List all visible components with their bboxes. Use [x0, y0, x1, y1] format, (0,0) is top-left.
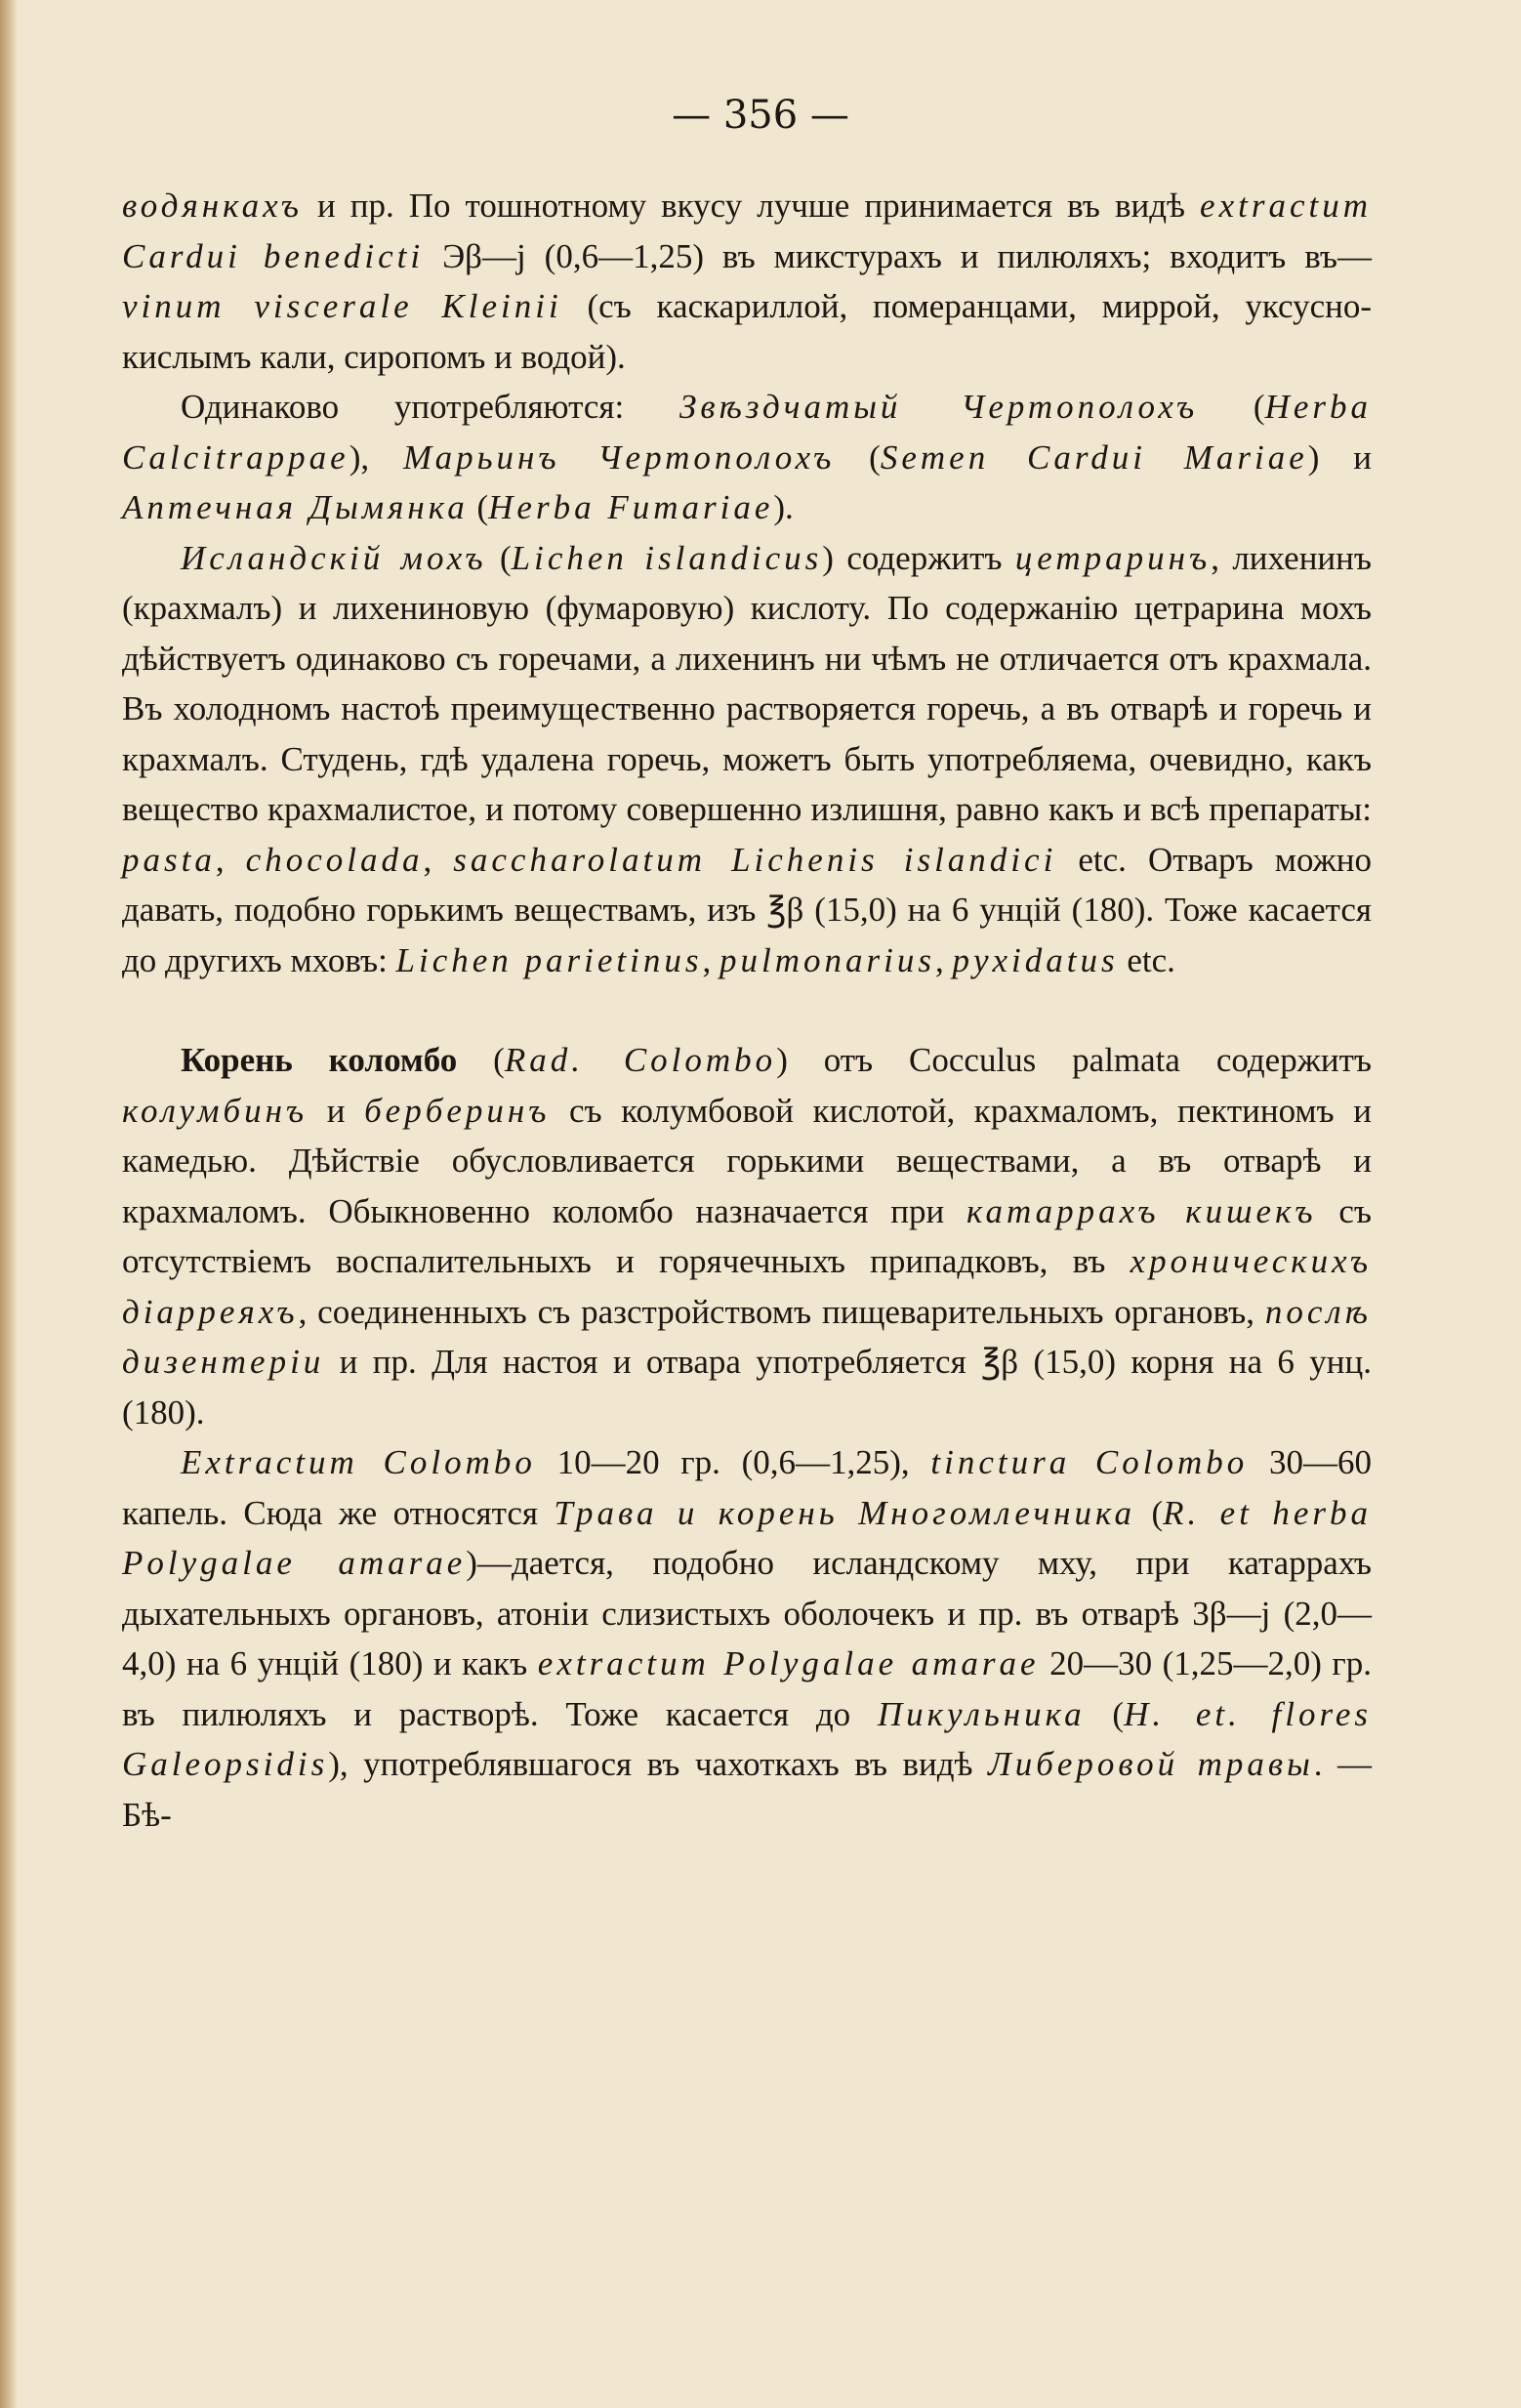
paragraph-5: [122, 1437, 1372, 1840]
page-spine-shadow: [0, 0, 18, 2408]
spaced-term: Марьинъ Чертополохъ: [402, 437, 836, 477]
text-run: 20—30 (1,25—2,0) гр. въ пилюляхъ и растворѣ. Тоже касается до: [122, 1644, 1373, 1733]
text-run: ,: [702, 940, 720, 979]
latin-term: Extractum Colombo: [181, 1443, 536, 1481]
latin-term: Lichen islandicus: [511, 538, 823, 577]
latin-term: extractum Polygalae amarae: [537, 1644, 1040, 1682]
latin-term: Rad. Colombo: [504, 1041, 777, 1079]
section-heading: Корень коломбо: [181, 1041, 458, 1079]
text-run: ) и: [1307, 437, 1373, 477]
latin-term: H. et. flores Galeopsidis: [122, 1694, 1372, 1783]
latin-term: Herba Fumariae: [488, 488, 774, 526]
text-run: 30—60 капель. Сюда же относятся: [122, 1443, 1372, 1532]
spaced-term: колумбинъ: [122, 1091, 308, 1130]
latin-term: R. et herba Polygalae amarae: [122, 1493, 1373, 1582]
text-run: и: [308, 1091, 365, 1130]
spaced-term: катаррахъ кишекъ: [966, 1191, 1317, 1230]
spaced-term: Либеровой травы: [988, 1745, 1314, 1783]
text-run: ), употреблявшагося въ чахоткахъ въ видѣ: [328, 1745, 989, 1783]
paragraph-3: [122, 533, 1372, 986]
latin-term: Lichen parietinus: [395, 940, 703, 979]
text-run: , лихенинъ (крахмалъ) и лихениновую (фумаровую) кислоту. По содержанію цетрарина мохъ дѣйствуетъ одинаково съ горечами, а лихенинъ ни чѣмъ не отличается отъ крахмала. Въ холодномъ настоѣ преимущественно растворяется горечь, а въ отварѣ и горечь и крахмалъ. Студень, гдѣ удалена горечь, можетъ быть употребляема, очевидно, какъ вещество крахмалистое, и потому совершенно излишня, равно какъ и всѣ препараты:: [122, 538, 1372, 828]
text-run: 10—20 гр. (0,6—1,25),: [535, 1443, 931, 1481]
spaced-term: послѣ дизентеріи: [122, 1292, 1372, 1381]
latin-term: Semen Cardui Mariae: [880, 437, 1308, 477]
text-run: и пр. Для настоя и отвара употребляется ℥β (15,0) корня на 6 унц. (180).: [122, 1343, 1372, 1432]
text-run: (: [1198, 388, 1265, 426]
text-run: и пр. По тошнотному вкусу лучше принимается въ видѣ: [302, 187, 1201, 225]
latin-term: vinum viscerale Kleinii: [122, 287, 562, 325]
text-run: съ колумбовой кислотой, крахмаломъ, пектиномъ и камедью. Дѣйствіе обусловливается горькими веществами, а въ отварѣ и крахмаломъ. Обыкновенно коломбо назначается при: [122, 1091, 1372, 1230]
text-run: (: [835, 437, 881, 477]
spaced-term: водянкахъ: [122, 187, 303, 225]
spaced-term: Пикульника: [877, 1694, 1086, 1733]
latin-term: tinctura Colombo: [930, 1443, 1249, 1481]
spaced-term: Трава и корень Многомлечника: [554, 1493, 1136, 1532]
text-run: (съ каскариллой, померанцами, миррой, уксусно-кислымъ кали, сиропомъ и водой).: [122, 287, 1372, 376]
text-run: (: [486, 538, 512, 577]
latin-term: chocolada: [245, 840, 424, 879]
page-number: — 356 —: [672, 93, 849, 138]
text-run: ,: [934, 940, 953, 979]
text-run: etc.: [1118, 940, 1175, 979]
spaced-term: Исландскій мохъ: [181, 538, 487, 577]
spaced-term: берберинъ: [364, 1091, 551, 1130]
text-run: ) содержитъ: [822, 538, 1015, 577]
text-run: ),: [349, 437, 403, 477]
latin-term: Herba Calcitrappae: [122, 388, 1372, 477]
latin-term: saccharolatum Lichenis islandici: [453, 840, 1057, 879]
text-run: Эβ—j (0,6—1,25) въ микстурахъ и пилюляхъ; входитъ въ—: [424, 236, 1372, 275]
text-run: . — Бѣ-: [122, 1745, 1373, 1834]
paragraph-2: [122, 382, 1372, 533]
latin-term: pasta: [122, 840, 216, 879]
text-run: съ отсутствіемъ воспалительныхъ и горячечныхъ припадковъ, въ: [122, 1191, 1372, 1280]
text-run: Одинаково употребляются:: [181, 388, 679, 426]
paragraph-1: [122, 181, 1372, 382]
text-run: ).: [773, 488, 794, 526]
latin-term: pyxidatus: [952, 940, 1119, 979]
spaced-term: Аптечная Дымянка: [122, 488, 469, 526]
spaced-term: хроническихъ діарреяхъ: [122, 1242, 1372, 1331]
text-run: ,: [215, 840, 246, 879]
text-run: etc. Отваръ можно давать, подобно горькимъ веществамъ, изъ ℥β (15,0) на 6 унцій (180). Тоже касается до другихъ мховъ:: [122, 840, 1372, 979]
text-run: ,: [423, 840, 454, 879]
text-run: (: [457, 1041, 505, 1079]
text-run: (: [468, 488, 489, 526]
latin-term: pulmonarius: [719, 940, 935, 979]
text-run: , соединенныхъ съ разстройствомъ пищеварительныхъ органовъ,: [298, 1292, 1265, 1331]
latin-term: extractum Cardui benedicti: [122, 187, 1372, 275]
spaced-term: Звѣздчатый Чертополохъ: [678, 388, 1199, 426]
text-run: )—дается, подобно исландскому мху, при катаррахъ дыхательныхъ органовъ, атоніи слизистыхъ оболочекъ и пр. въ отварѣ 3β—j (2,0—4,0) на 6 унцій (180) и какъ: [122, 1544, 1373, 1682]
paragraph-4: [122, 1035, 1372, 1437]
text-run: (: [1085, 1694, 1125, 1733]
body-text: [122, 181, 1372, 1840]
text-run: ) отъ Cocculus palmata содержитъ: [776, 1041, 1372, 1079]
text-run: (: [1135, 1493, 1164, 1532]
spaced-term: цетраринъ: [1014, 538, 1212, 577]
